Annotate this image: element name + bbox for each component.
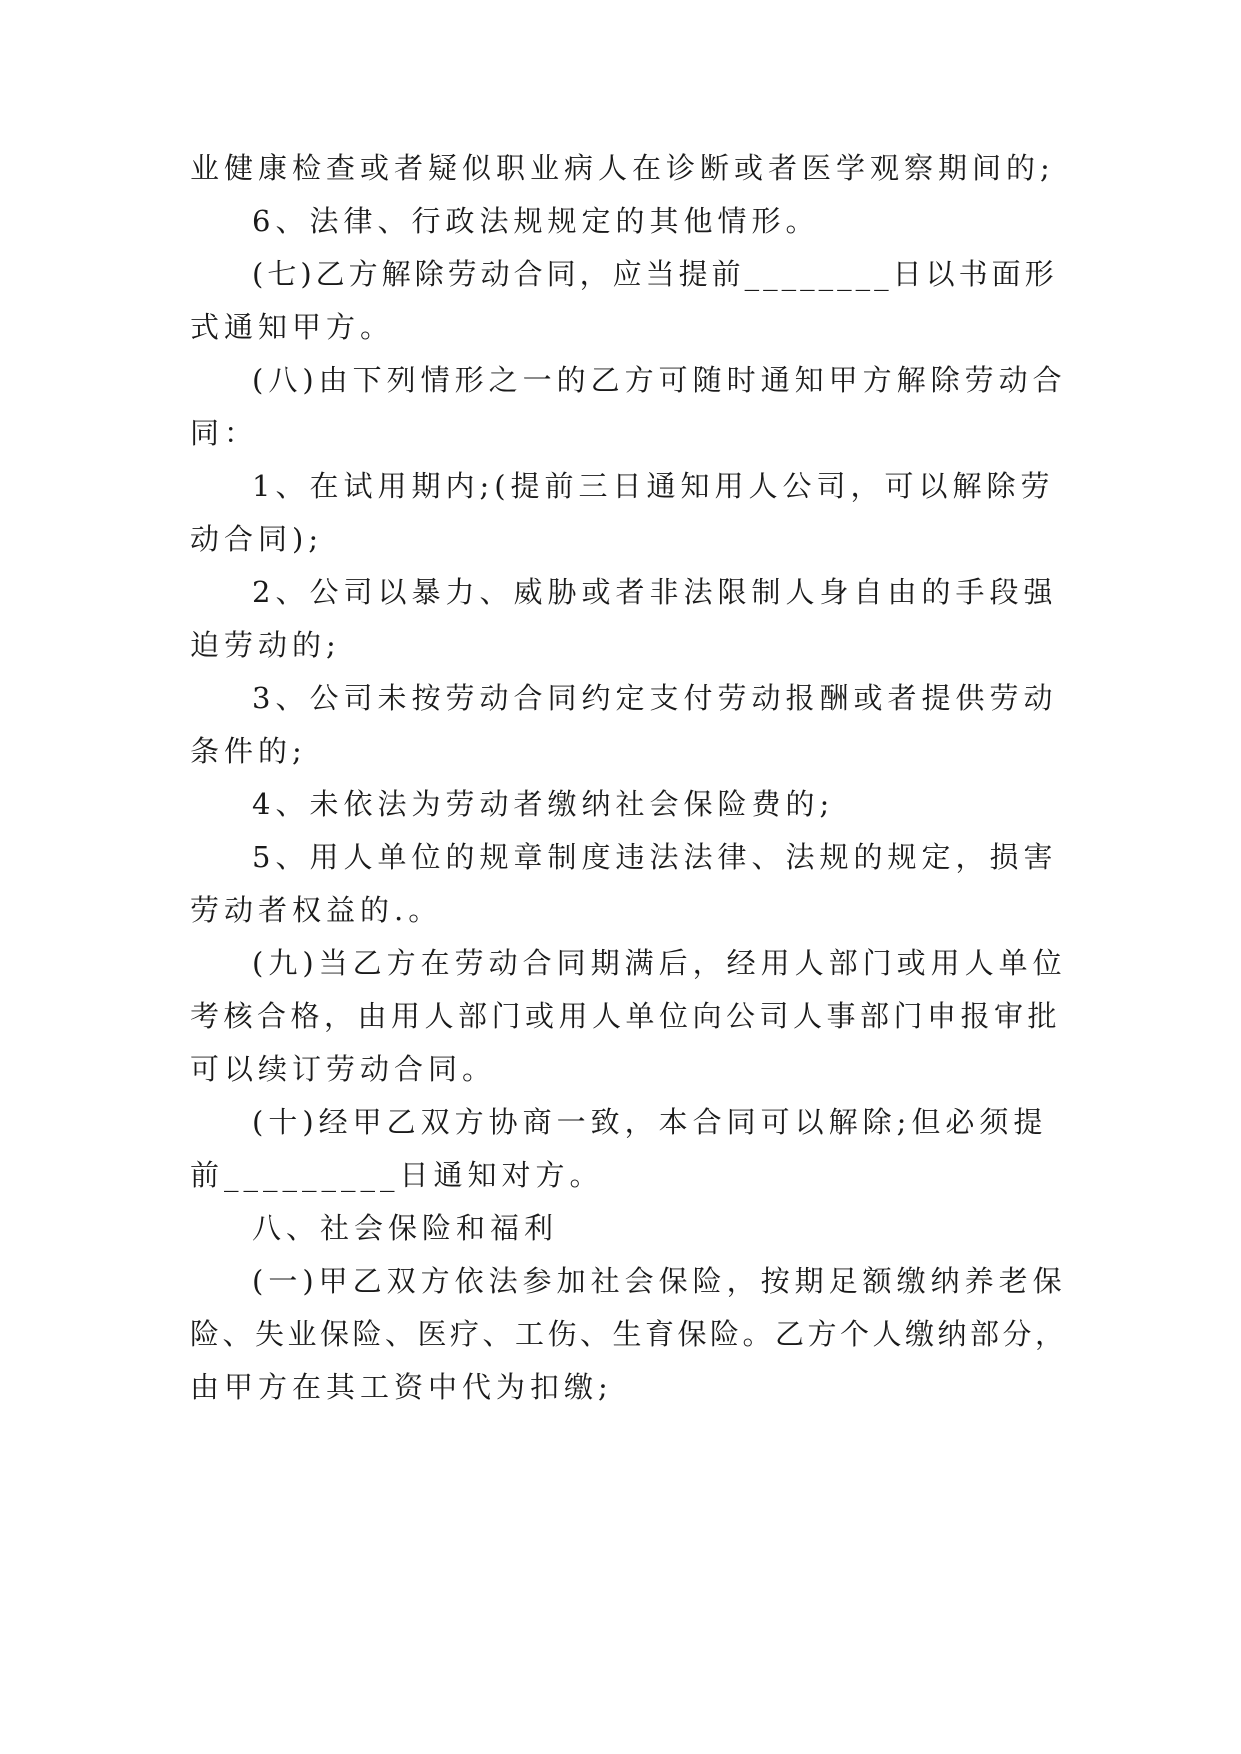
paragraph-line: 式通知甲方。 (190, 310, 395, 344)
paragraph-line: 考核合格，由用人部门或用人单位向公司人事部门申报审批 (190, 999, 1062, 1033)
paragraph-line: 动合同); (190, 522, 324, 556)
paragraph-line: 前_________日通知对方。 (190, 1158, 604, 1192)
paragraph-line: 可以续订劳动合同。 (190, 1052, 497, 1086)
paragraph-line: 5、用人单位的规章制度违法法律、法规的规定，损害 (252, 840, 1058, 874)
paragraph-line: (十)经甲乙双方协商一致，本合同可以解除;但必须提 (252, 1105, 1048, 1139)
paragraph-line: 3、公司未按劳动合同约定支付劳动报酬或者提供劳动 (252, 681, 1058, 715)
paragraph-line: 由甲方在其工资中代为扣缴; (190, 1370, 613, 1404)
paragraph-line: 2、公司以暴力、威胁或者非法限制人身自由的手段强 (252, 575, 1058, 609)
paragraph-line: (七)乙方解除劳动合同，应当提前________日以书面形 (252, 257, 1058, 291)
paragraph-line: 同： (190, 416, 259, 450)
paragraph-line: 险、失业保险、医疗、工伤、生育保险。乙方个人缴纳部分， (190, 1317, 1068, 1351)
paragraph-line: 条件的; (190, 734, 307, 768)
paragraph-line: 6、法律、行政法规规定的其他情形。 (252, 204, 820, 238)
paragraph-line: 4、未依法为劳动者缴纳社会保险费的; (252, 787, 835, 821)
paragraph-line: 业健康检查或者疑似职业病人在诊断或者医学观察期间的; (190, 151, 1055, 185)
section-heading: 八、社会保险和福利 (252, 1211, 559, 1245)
paragraph-line: (八)由下列情形之一的乙方可随时通知甲方解除劳动合 (252, 363, 1067, 397)
paragraph-line: 迫劳动的; (190, 628, 341, 662)
paragraph-line: (一)甲乙双方依法参加社会保险，按期足额缴纳养老保 (252, 1264, 1067, 1298)
paragraph-line: 劳动者权益的.。 (190, 893, 443, 927)
paragraph-line: (九)当乙方在劳动合同期满后，经用人部门或用人单位 (252, 946, 1067, 980)
paragraph-line: 1、在试用期内;(提前三日通知用人公司，可以解除劳 (252, 469, 1055, 503)
